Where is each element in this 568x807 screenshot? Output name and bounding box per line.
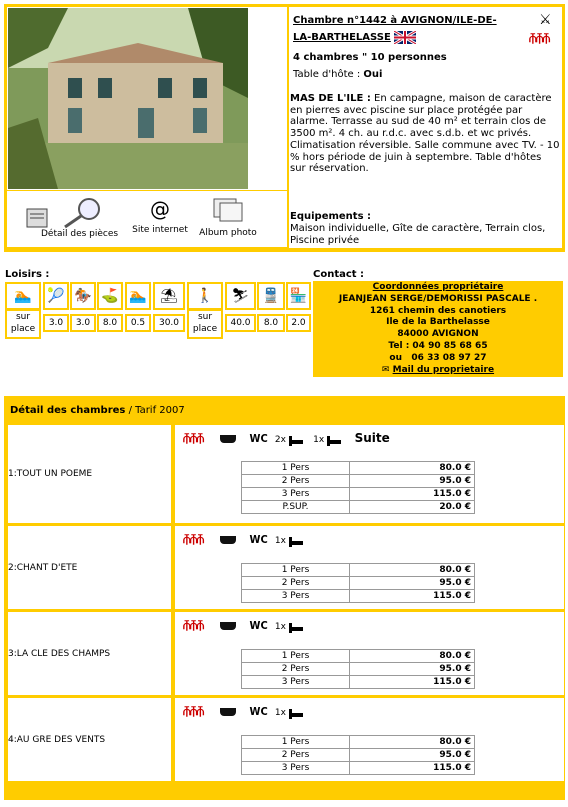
suite-label: Suite [354, 431, 390, 445]
price-value: 95.0 € [350, 663, 475, 676]
address-line-1: 1261 chemin des canotiers [369, 305, 507, 316]
price-occupancy: P.SUP. [242, 501, 350, 514]
price-row [242, 736, 475, 749]
price-table [241, 649, 475, 689]
price-value: 115.0 € [350, 676, 475, 689]
price-value: 115.0 € [350, 488, 475, 501]
loisir-distance: 2.0 [286, 314, 311, 332]
price-row [242, 762, 475, 775]
bathtub-icon [220, 435, 236, 443]
loisir-distance: sur place [5, 309, 41, 339]
description-text: MAS DE L'ILE : En campagne, maison de caractère en pierres avec piscine sur place protégée par alarme. Terrasse au sud de 40 m² et terrain clos de 3500 m². 4 ch. au r.d.c. avec s.d.b. et wc privés. Climatisation réversible. Salle commune avec TV. - 10 % hors période de juin à septembre. Table d'hôtes sur réservation. [290, 93, 560, 175]
room-row-name [8, 698, 171, 781]
bed-count: 1x [274, 708, 286, 718]
wc-icon: WC [249, 432, 268, 445]
description-panel [289, 7, 562, 248]
photo-album-link[interactable]: Album photo [193, 197, 263, 238]
room-row-name [8, 612, 171, 695]
price-occupancy: 3 Pers [242, 762, 350, 775]
golf-icon: ⛳ [97, 282, 123, 310]
room-name[interactable]: 3:LA CLE DES CHAMPS [8, 649, 111, 659]
room-details-link[interactable]: Détail des pièces [11, 197, 121, 234]
owner-name: JEANJEAN SERGE/DEMORISSI PASCALE . [338, 293, 538, 304]
ski-icon: ⛷ [225, 282, 256, 310]
bed-count: 2x [274, 435, 286, 445]
price-row [242, 462, 475, 475]
tennis-icon: 🎾 [43, 282, 69, 310]
bed-icon [289, 436, 303, 446]
horse-riding-icon: 🏇 [70, 282, 96, 310]
price-row [242, 577, 475, 590]
price-value: 80.0 € [350, 564, 475, 577]
telephone: Tel : 04 90 85 68 65 [388, 340, 488, 351]
price-row [242, 488, 475, 501]
room-row-name [8, 526, 171, 609]
bed-count: 1x [274, 622, 286, 632]
english-flag-icon[interactable] [394, 31, 416, 44]
wc-icon: WC [249, 533, 268, 546]
hiking-icon: 🚶 [187, 282, 223, 310]
capacity-text: 4 chambres " 10 personnes [293, 52, 447, 63]
swim-pool-icon: 🏊 [125, 282, 151, 310]
photo-album-icon [208, 197, 248, 223]
wc-icon: WC [249, 619, 268, 632]
price-occupancy: 2 Pers [242, 577, 350, 590]
contact-label: Contact : [313, 269, 365, 280]
room-details [175, 425, 564, 523]
price-row [242, 590, 475, 603]
price-value: 115.0 € [350, 590, 475, 603]
bed-count: 1x [313, 435, 325, 445]
price-occupancy: 2 Pers [242, 749, 350, 762]
price-value: 80.0 € [350, 736, 475, 749]
loisir-distance: 30.0 [153, 314, 185, 332]
train-icon: 🚆 [257, 282, 285, 310]
price-value: 20.0 € [350, 501, 475, 514]
wheat-rating-icon: ⫚⫚⫚ [183, 532, 204, 547]
beach-icon: ⛱ [153, 282, 185, 310]
room-details [175, 698, 564, 781]
loisir-distance: 8.0 [257, 314, 285, 332]
price-value: 115.0 € [350, 762, 475, 775]
loisir-distance: 0.5 [125, 314, 151, 332]
room-name[interactable]: 2:CHANT D'ETE [8, 563, 78, 573]
price-occupancy: 1 Pers [242, 736, 350, 749]
price-occupancy: 2 Pers [242, 663, 350, 676]
room-details [175, 526, 564, 609]
loisir-distance: 3.0 [70, 314, 96, 332]
bed-icon [289, 537, 303, 547]
magnifier-document-icon [21, 197, 111, 231]
price-occupancy: 1 Pers [242, 564, 350, 577]
bed-icon [289, 709, 303, 719]
price-value: 95.0 € [350, 749, 475, 762]
price-occupancy: 1 Pers [242, 462, 350, 475]
wheat-rating-icon: ⫚⫚⫚ [183, 618, 204, 633]
room-row-name [8, 425, 171, 523]
price-row [242, 676, 475, 689]
no-smoking-icon: ⚔ [539, 12, 552, 28]
wheat-rating-icon: ⫚⫚⫚ [529, 31, 550, 46]
price-row [242, 663, 475, 676]
table-hote: Table d'hôte : Oui [293, 69, 383, 80]
price-value: 95.0 € [350, 577, 475, 590]
price-row [242, 749, 475, 762]
loisir-distance: 8.0 [97, 314, 123, 332]
telephone-2: ou 06 33 08 97 27 [389, 352, 487, 363]
bed-icon [289, 623, 303, 633]
bathtub-icon [220, 708, 236, 716]
loisir-distance: 3.0 [43, 314, 69, 332]
bathtub-icon [220, 536, 236, 544]
navigation-row [7, 191, 287, 247]
at-icon: @ [150, 197, 170, 221]
contact-panel [313, 281, 563, 377]
address-line-2: Ile de la Barthelasse [386, 317, 490, 328]
room-details [175, 612, 564, 695]
loisirs-label: Loisirs : [5, 269, 50, 280]
rooms-header: Détail des chambres / Tarif 2007 [10, 405, 185, 416]
room-name[interactable]: 4:AU GRE DES VENTS [8, 735, 106, 745]
equipment-title: Equipements : [290, 211, 372, 222]
room-name[interactable]: 1:TOUT UN POEME [8, 469, 93, 479]
loisir-distance: 40.0 [225, 314, 256, 332]
price-table [241, 735, 475, 775]
bed-count: 1x [274, 536, 286, 546]
swimming-icon: 🏊 [5, 282, 41, 310]
price-row [242, 475, 475, 488]
loisir-distance: sur place [187, 309, 223, 339]
owner-details-link[interactable]: Coordonnées propriétaire [372, 282, 504, 292]
equipment-text: Maison individuelle, Gîte de caractère, Terrain clos, Piscine privée [290, 223, 546, 246]
shop-icon: 🏪 [286, 282, 311, 310]
price-value: 80.0 € [350, 650, 475, 663]
envelope-icon: ✉ [381, 364, 390, 375]
wc-icon: WC [249, 705, 268, 718]
price-table [241, 461, 475, 514]
price-occupancy: 2 Pers [242, 475, 350, 488]
city: 84000 AVIGNON [397, 329, 479, 340]
house-photo[interactable] [8, 8, 248, 189]
double-bed-icon [327, 436, 345, 446]
price-value: 80.0 € [350, 462, 475, 475]
owner-mail[interactable]: ✉ Mail du proprietaire [381, 364, 495, 375]
listing-title[interactable]: Chambre n°1442 à AVIGNON/ILE-DE-LA-BARTHELASSE [293, 15, 497, 43]
bathtub-icon [220, 622, 236, 630]
price-value: 95.0 € [350, 475, 475, 488]
price-row [242, 501, 475, 514]
price-table [241, 563, 475, 603]
wheat-rating-icon: ⫚⫚⫚ [183, 431, 204, 446]
price-occupancy: 3 Pers [242, 488, 350, 501]
price-occupancy: 3 Pers [242, 590, 350, 603]
price-occupancy: 1 Pers [242, 650, 350, 663]
price-occupancy: 3 Pers [242, 676, 350, 689]
price-row [242, 564, 475, 577]
website-link[interactable]: @ Site internet [125, 197, 195, 235]
price-row [242, 650, 475, 663]
wheat-rating-icon: ⫚⫚⫚ [183, 704, 204, 719]
